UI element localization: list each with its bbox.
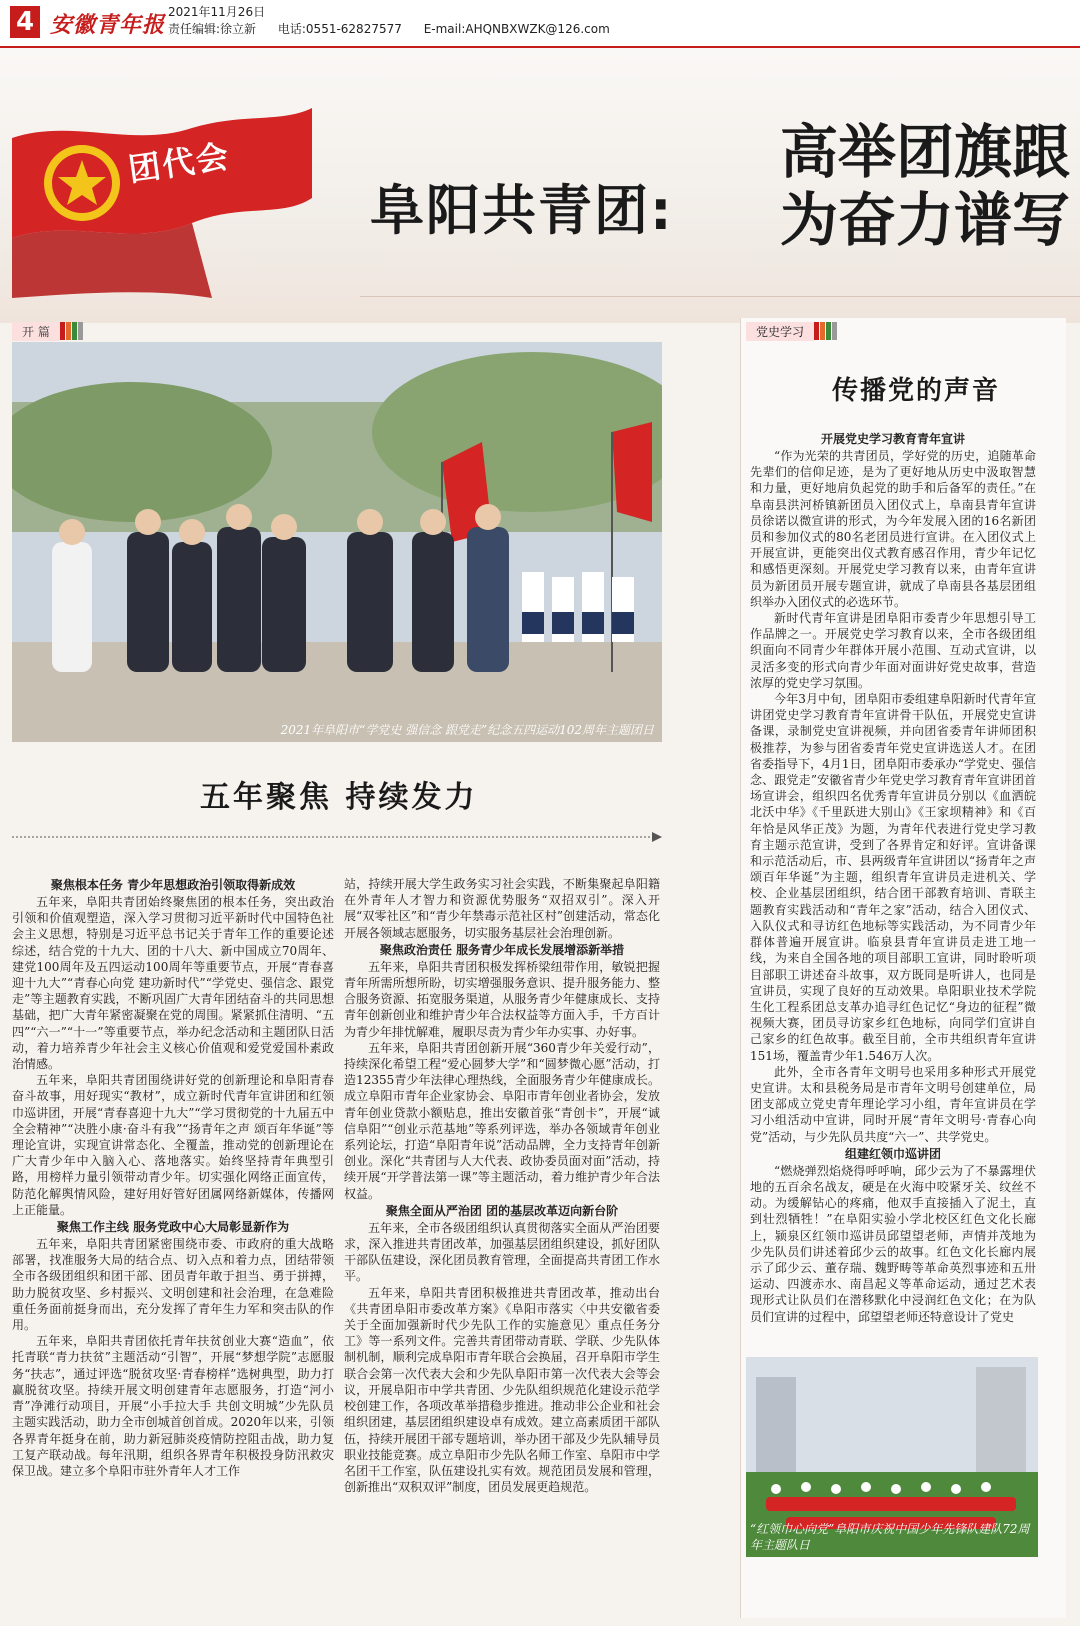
section-label-dangshi bbox=[746, 322, 838, 341]
ceremony-photo-illustration bbox=[12, 342, 662, 742]
paragraph: 今年3月中旬，团阜阳市委组建阜阳新时代青年宣讲团党史学习教育青年宣讲骨干队伍，开展党史宣讲备课，录制党史宣讲视频，并向团省委青年讲师团积极推荐，为参与团省委青年党史宣讲选送人才。在团省委指导下，4月1日，团阜阳市委承办“学党史、强信念、跟党走”安徽省青少年党史学习教育青年宣讲团首场宣讲会，组织四名优秀青年宣讲员分别以《血洒皖北沃中华》《千里跃进大别山》《王家坝精神》和《百年恰是风华正茂》为题，为青年代表进行党史学习教育主题示范宣讲，受到了各界肯定和好评。宣讲备课和示范活动后，市、县两级青年宣讲团以“扬青年之声 颂百年华诞”为主题，组织青年宣讲员走进机关、学校、企业基层团组织，结合团干部教育培训、青联主题教育实践活动和“青年之家”活动，结合入团仪式、入队仪式和寻访红色地标等实践活动，为不同青少年群体普遍开展宣讲。临泉县青年宣讲员走进工地一线，为来自全国各地的项目部职工宣讲，同时聆听项目部职工讲述奋斗故事，双方既同是听讲人，也同是宣讲员，实现了良好的互动效果。阜阳职业技术学院生化工程系团总支革办追寻红色记忆“身边的征程”微视频大赛，团员寻访家乡红色地标，向同学们宣讲自己家乡的红色故事。截至目前，全市共组织青年宣讲151场，覆盖青少年1.546万人次。 bbox=[750, 692, 1036, 1063]
paragraph: 五年来，阜阳共青团紧密围绕市委、市政府的重大战略部署，找准服务大局的结合点、切入点和着力点，团结带领全市各级团组织和团干部、团员青年敢于担当、勇于拼搏，助力脱贫攻坚、乡村振兴、文明创建和社会治理，在急难险重任务面前挺身而出，充分发挥了青年生力军和突击队的作用。 bbox=[12, 1237, 334, 1333]
right-title: 传播党的声音 bbox=[832, 376, 1001, 406]
issue-date: 2021年11月26日 bbox=[168, 5, 266, 19]
paragraph: 五年来，阜阳共青团始终聚焦团的根本任务，突出政治引领和价值观塑造，深入学习贯彻习近平新时代中国特色社会主义思想，特别是习近平总书记关于青年工作的重要论述综述，结合党的十九大、团的十八大、新中国成立70周年、建党100周年及五四运动100周年等重要节点，开展“青春喜迎十九大”“青春心向党 建功新时代”“学党史、强信念、跟党走”等主题教育实践，不断巩固广大青年团结奋斗的共同思想基础，把广大青年紧密凝聚在党的周围。紧紧抓住清明、“五四”“六一”“十一”等重要节点，举办纪念活动和主题团队日活动，着力培养青少年社会主义核心价值观和爱党爱国朴素政治情感。 bbox=[12, 895, 334, 1072]
headline-right bbox=[780, 118, 1080, 254]
headline-right-line1: 高举团旗跟 bbox=[780, 118, 1071, 186]
subhead: 组建红领巾巡讲团 bbox=[844, 1146, 941, 1161]
section-label-text: 党史学习 bbox=[746, 322, 814, 341]
paragraph: 站，持续开展大学生政务实习社会实践，不断集聚起阜阳籍在外青年人才智力和资源优势服务“双招双引”。深入开展“双零社区”和“青少年禁毒示范社区村”创建活动，常态化开展各领域志愿服务，切实服务基层社会治理创新。 bbox=[344, 877, 660, 940]
small-photo bbox=[746, 1357, 1038, 1557]
photo-caption: 2021年阜阳市“学党史 强信念 跟党走”纪念五四运动102周年主题团日 bbox=[280, 723, 654, 737]
masthead bbox=[0, 0, 1080, 48]
paragraph: 五年来，全市各级团组织认真贯彻落实全面从严治团要求，深入推进共青团改革，加强基层团组织建设，抓好团队干部队伍建设，深化团员教育管理，全面提高共青团工作水平。 bbox=[344, 1220, 660, 1284]
article-title: 五年聚焦 持续发力 bbox=[200, 780, 478, 815]
hero-banner bbox=[0, 48, 1080, 323]
league-flag-icon bbox=[12, 108, 322, 298]
editor: 责任编辑:徐立新 bbox=[168, 22, 257, 36]
article-column-1 bbox=[12, 876, 334, 1479]
paragraph: 新时代青年宣讲是团阜阳市委青少年思想引导工作品牌之一。开展党史学习教育以来，全市各级团组织面向不同青少年群体开展小范围、互动式宣讲，以灵活多变的形式向青少年面对面讲好党史故事，营造浓厚的党史学习氛围。 bbox=[750, 611, 1036, 690]
subhead: 开展党史学习教育青年宣讲 bbox=[820, 432, 965, 446]
section-label-text: 开 篇 bbox=[12, 322, 60, 341]
headline-right-line2: 为奋力谱写 bbox=[780, 186, 1071, 254]
page-number: 4 bbox=[10, 6, 40, 38]
paragraph: “燃烧弹烈焰烧得呼呼响，邱少云为了不暴露埋伏地的五百余名战友，硬是在火海中咬紧牙关、纹丝不动。为缓解钻心的疼痛，他双手直接插入了泥土，直到壮烈牺牲！”在阜阳实验小学北校区红色文化长廊上，颍泉区红领巾巡讲员邱望望老师，声情并茂地为少先队员们讲述着邱少云的故事。红色文化长廊内展示了邱少云、董存瑞、魏野畴等革命英烈事迹和五卅运动、四渡赤水、南昌起义等革命运动，通过艺术表现形式让队员们在潜移默化中浸润红色文化；在为队员们宣讲的过程中，邱望望老师还特意设计了党史 bbox=[750, 1163, 1036, 1324]
main-photo bbox=[12, 342, 662, 742]
phone: 电话:0551-62827577 bbox=[277, 22, 402, 36]
article-divider bbox=[12, 830, 662, 844]
paper-name: 安徽青年报 bbox=[50, 12, 166, 38]
paragraph: 五年来，阜阳共青团依托青年扶贫创业大赛“造血”，依托青联“青力扶贫”主题活动“引智”，开展“梦想学院”志愿服务“扶志”，通过评选“脱贫攻坚·青春榜样”选树典型，助力打赢脱贫攻坚。持续开展文明创建青年志愿服务，打造“河小青”净滩行动项目，开展“小手拉大手 共创文明城”少先队员主题实践活动，助力全市创城首创首成。2020年以来，引领各界青年挺身在前，助力新冠肺炎疫情防控阻击战，助力复工复产联动战。每年汛期，组织各界青年积极投身防汛救灾保卫战。建立多个阜阳市驻外青年人才工作 bbox=[12, 1334, 334, 1478]
paragraph: “作为光荣的共青团员，学好党的历史，追随革命先辈们的信仰足迹，是为了更好地从历史中汲取智慧和力量，更好地肩负起党的助手和后备军的责任。”在阜南县洪河桥镇新团员入团仪式上，阜南县青年宣讲员徐诺以微宣讲的形式，为今年发展入团的16名新团员和参加仪式的80名老团员进行宣讲。在入团仪式上开展宣讲，更能突出仪式教育感召作用，青少年记忆和感悟更深刻。开展党史学习教育以来，由青年宣讲员为新团员开展专题宣讲，就成了阜南县各基层团组织举办入团仪式的必选环节。 bbox=[750, 449, 1036, 609]
section-tag: 团代会 bbox=[126, 137, 233, 189]
subhead: 聚焦根本任务 青少年思想政治引领取得新成效 bbox=[50, 878, 296, 892]
headline-main: 阜阳共青团: bbox=[370, 179, 674, 242]
subhead: 聚焦政治责任 服务青少年成长发展增添新举措 bbox=[379, 942, 625, 957]
paragraph: 五年来，阜阳共青团积极发挥桥梁纽带作用，敏锐把握青年所需所想所盼，切实增强服务意识、提升服务能力、整合服务资源、拓宽服务渠道，从服务青少年健康成长、支持青年创新创业和维护青少年合法权益等方面入手，千方百计为青少年排忧解难，履职尽责为青少年办实事、办好事。 bbox=[344, 959, 660, 1039]
section-label-kaipian bbox=[12, 322, 652, 340]
paragraph: 五年来，阜阳共青团积极推进共青团改革，推动出台《共青团阜阳市委改革方案》《阜阳市落实〈中共安徽省委关于全面加强新时代少先队工作的实施意见〉重点任务分工》等一系列文件。完善共青团带动青联、学联、少先队体制机制，顺利完成阜阳市青年联合会换届，召开阜阳市学生联合会第一次代表大会和少先队阜阳市第一次代表大会等会议，开展阜阳市中学共青团、少先队组织规范化建设示范学校创建工作，各项改革举措稳步推进。推动非公企业和社会组织团建，基层团组织建设卓有成效。建立高素质团干部队伍，持续开展团干部专题培训，举办团干部及少先队辅导员职业技能竞赛。成立阜阳市少先队名师工作室、阜阳市中学名团干工作室，队伍建设扎实有效。规范团员发展和管理，创新推出“双积双评”制度，团员发展更趋规范。 bbox=[344, 1285, 660, 1495]
color-bars bbox=[814, 322, 838, 340]
paragraph: 五年来，阜阳共青团围绕讲好党的创新理论和阜阳青春奋斗故事，用好现实“教材”，成立新时代青年宣讲团和红领巾巡讲团，开展“青春喜迎十九大”“学习贯彻党的十九届五中全会精神”“决胜小康·奋斗有我”“扬青年之声 颂百年华诞”等理论宣讲，实现宣讲常态化、全覆盖，推动党的创新理论在广大青少年中入脑入心、落地落实。始终坚持青年典型引路，用榜样力量引领带动青少年。切实强化网络正面宣传，防范化解舆情风险，建好用好管好团属网络新媒体，传播网上正能量。 bbox=[12, 1073, 334, 1217]
small-photo-caption: “红领巾心向党”阜阳市庆祝中国少年先锋队建队72周年主题队日 bbox=[750, 1522, 1030, 1552]
paragraph: 五年来，阜阳共青团创新开展“360青少年关爱行动”，持续深化希望工程“爱心圆梦大学”和“圆梦微心愿”活动，打造12355青少年法律心理热线，全面服务青少年健康成长。成立阜阳市青年企业家协会、阜阳市青年创业者协会，发放青年创业贷款小额贴息，推出安徽首张“青创卡”，开展“诚信阜阳”“创业示范基地”等系列评选，举办各领域青年创业系列论坛，打造“阜阳青年说”活动品牌，全力支持青年创新创业。深化“共青团与人大代表、政协委员面对面”活动，持续开展“开学普法第一课”等主题活动，着力维护青少年合法权益。 bbox=[344, 1040, 660, 1201]
article-column-right bbox=[750, 430, 1036, 1325]
masthead-info bbox=[168, 4, 628, 38]
subhead: 聚焦全面从严治团 团的基层改革迈向新台阶 bbox=[385, 1203, 619, 1218]
hero-divider bbox=[360, 296, 1080, 297]
article-column-2 bbox=[344, 876, 660, 1495]
color-bars bbox=[60, 322, 84, 340]
paragraph: 此外，全市各青年文明号也采用多种形式开展党史宣讲。太和县税务局是市青年文明号创建单位，局团支部成立党史青年理论学习小组，青年宣讲员在学习小组活动中宣讲，同时开展“青年文明号·青春心向党”活动，与少先队员共度“六一”、共学党史。 bbox=[750, 1064, 1036, 1144]
subhead: 聚焦工作主线 服务党政中心大局彰显新作为 bbox=[56, 1220, 290, 1235]
email: E-mail:AHQNBXWZK@126.com bbox=[423, 22, 610, 36]
